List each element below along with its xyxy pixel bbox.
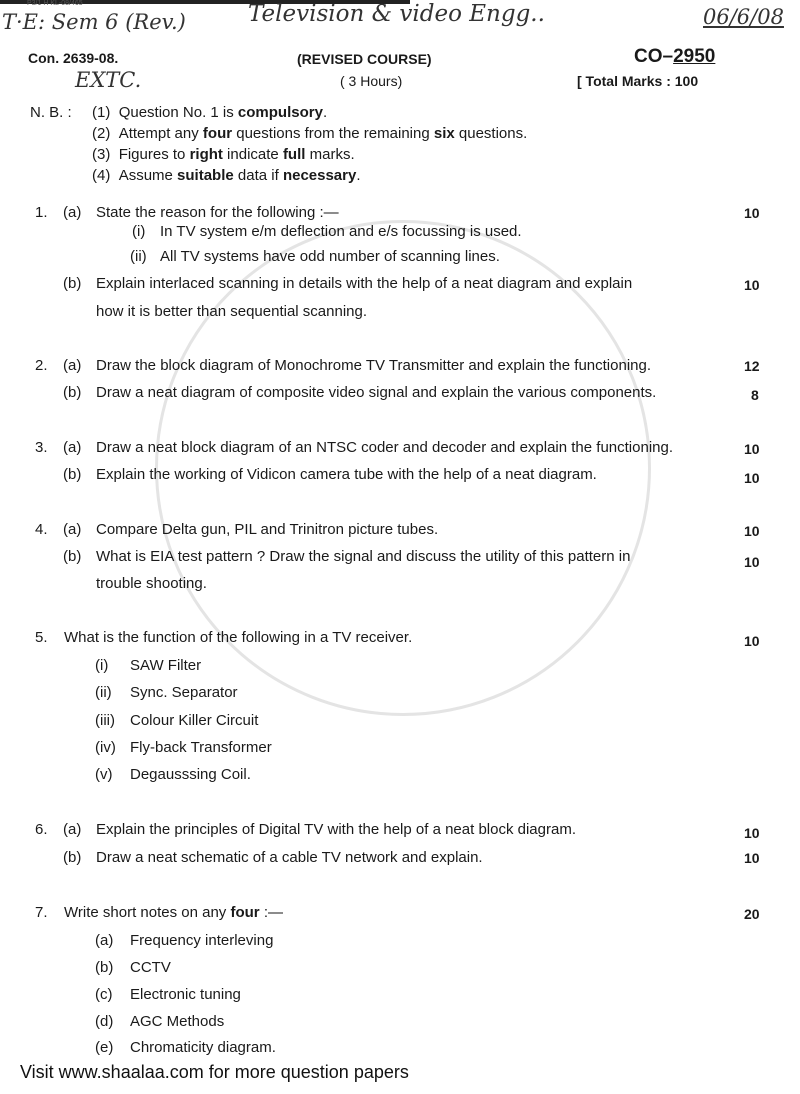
co-number: 2950: [673, 46, 716, 67]
sub-label: (i): [132, 223, 146, 240]
nb-text: questions from the remaining: [232, 125, 434, 142]
nb-text: marks.: [305, 146, 355, 163]
sub-item: Frequency interleving: [130, 932, 274, 949]
marks: 10: [744, 850, 760, 866]
handwritten-date: 06/6/08: [703, 5, 784, 29]
duration: ( 3 Hours): [340, 73, 403, 89]
part-label: (a): [63, 357, 82, 374]
nb-text: questions.: [454, 125, 528, 142]
nb-num: (2): [92, 125, 111, 142]
handwritten-subject: Television & video Engg..: [248, 1, 545, 27]
question-text: In TV system e/m deflection and e/s focussing is used.: [160, 223, 522, 240]
part-label: (b): [63, 548, 82, 565]
sub-label: (d): [95, 1013, 114, 1030]
marks: 10: [744, 470, 760, 486]
sub-label: (i): [95, 657, 109, 674]
question-text: What is the function of the following in a TV receiver.: [64, 629, 413, 646]
question-number: 4.: [35, 521, 48, 538]
nb-item: [92, 125, 527, 142]
question-number: 5.: [35, 629, 48, 646]
sub-item: Fly-back Transformer: [130, 739, 272, 756]
nb-bold: full: [282, 146, 306, 163]
part-label: (a): [63, 439, 82, 456]
nb-bold: compulsory: [237, 104, 323, 121]
question-text: Explain the principles of Digital TV with the help of a neat block diagram.: [96, 821, 576, 838]
nb-text: Attempt any: [118, 125, 203, 142]
sub-label: (c): [95, 986, 113, 1003]
question-text: Explain the working of Vidicon camera tube with the help of a neat diagram.: [96, 466, 597, 483]
nb-bold: necessary: [282, 167, 357, 184]
part-label: (b): [63, 384, 82, 401]
sub-label: (ii): [130, 248, 147, 265]
marks: 10: [744, 277, 760, 293]
q7-text: Write short notes on any: [64, 904, 231, 921]
q7-bold: four: [230, 904, 260, 921]
sub-item: Chromaticity diagram.: [130, 1039, 276, 1056]
sub-label: (v): [95, 766, 113, 783]
nb-num: (4): [92, 167, 111, 184]
part-label: (a): [63, 521, 82, 538]
question-text: Compare Delta gun, PIL and Trinitron picture tubes.: [96, 521, 439, 538]
part-label: (a): [63, 204, 82, 221]
question-text: Explain interlaced scanning in details with the help of a neat diagram and explain: [96, 275, 633, 292]
sub-label: (iv): [95, 739, 116, 756]
handwritten-branch: EXTC.: [75, 68, 142, 92]
nb-item: [92, 167, 361, 184]
sub-item: SAW Filter: [130, 657, 202, 674]
sub-label: (b): [95, 959, 114, 976]
question-number: 2.: [35, 357, 48, 374]
sub-label: (ii): [95, 684, 112, 701]
marks: 10: [744, 523, 760, 539]
nb-bold: six: [433, 125, 455, 142]
sub-label: (e): [95, 1039, 114, 1056]
marks: 10: [744, 205, 760, 221]
nb-num: (3): [92, 146, 111, 163]
question-text: trouble shooting.: [96, 575, 207, 592]
total-marks: [ Total Marks : 100: [577, 73, 699, 89]
marks: 10: [744, 554, 760, 570]
nb-num: (1): [92, 104, 111, 121]
question-text: [64, 904, 283, 921]
nb-text: indicate: [222, 146, 283, 163]
question-number: 6.: [35, 821, 48, 838]
part-label: (a): [63, 821, 82, 838]
question-number: 7.: [35, 904, 48, 921]
question-text: All TV systems have odd number of scanning lines.: [160, 248, 500, 265]
question-text: What is EIA test pattern ? Draw the signal and discuss the utility of this pattern in: [96, 548, 631, 565]
sub-label: (a): [95, 932, 114, 949]
part-label: (b): [63, 466, 82, 483]
sub-item: CCTV: [130, 959, 171, 976]
nb-text: Question No. 1 is: [118, 104, 238, 121]
handwritten-sem: T·E: Sem 6 (Rev.): [2, 10, 186, 34]
question-text: State the reason for the following :—: [96, 204, 339, 221]
q7-text: :—: [259, 904, 283, 921]
question-text: Draw the block diagram of Monochrome TV Transmitter and explain the functioning.: [96, 357, 651, 374]
sub-item: Degausssing Coil.: [130, 766, 251, 783]
question-text: Draw a neat schematic of a cable TV network and explain.: [96, 849, 483, 866]
marks: 10: [744, 633, 760, 649]
footer-link[interactable]: Visit www.shaalaa.com for more question papers: [20, 1062, 409, 1082]
nb-text: .: [356, 167, 361, 184]
nb-text: Figures to: [118, 146, 190, 163]
nb-bold: right: [189, 146, 223, 163]
sub-item: Electronic tuning: [130, 986, 241, 1003]
nb-text: data if: [233, 167, 283, 184]
nb-text: Assume: [118, 167, 178, 184]
marks: 10: [744, 441, 760, 457]
part-label: (b): [63, 275, 82, 292]
question-number: 3.: [35, 439, 48, 456]
marks: 12: [744, 358, 760, 374]
course-label: (REVISED COURSE): [297, 51, 432, 67]
sub-label: (iii): [95, 712, 115, 729]
co-prefix: CO–: [634, 46, 674, 67]
marks: 8: [751, 387, 759, 403]
sub-item: Colour Killer Circuit: [130, 712, 259, 729]
question-text: Draw a neat block diagram of an NTSC coder and decoder and explain the functioning.: [96, 439, 674, 456]
part-label: (b): [63, 849, 82, 866]
question-text: Draw a neat diagram of composite video signal and explain the various components.: [96, 384, 657, 401]
nb-bold: suitable: [177, 167, 234, 184]
paper-code: P3/1 H KL-08/465: [27, 0, 83, 7]
nb-item: [92, 146, 355, 163]
sub-item: AGC Methods: [130, 1013, 225, 1030]
question-text: how it is better than sequential scanning.: [96, 303, 368, 320]
nb-text: .: [322, 104, 328, 121]
question-number: 1.: [35, 204, 48, 221]
marks: 20: [744, 906, 760, 922]
marks: 10: [744, 825, 760, 841]
nb-label: N. B. :: [30, 104, 72, 121]
co-code: [634, 46, 715, 68]
nb-item: [92, 104, 327, 121]
con-number: Con. 2639-08.: [28, 50, 119, 66]
nb-bold: four: [202, 125, 233, 142]
sub-item: Sync. Separator: [130, 684, 238, 701]
